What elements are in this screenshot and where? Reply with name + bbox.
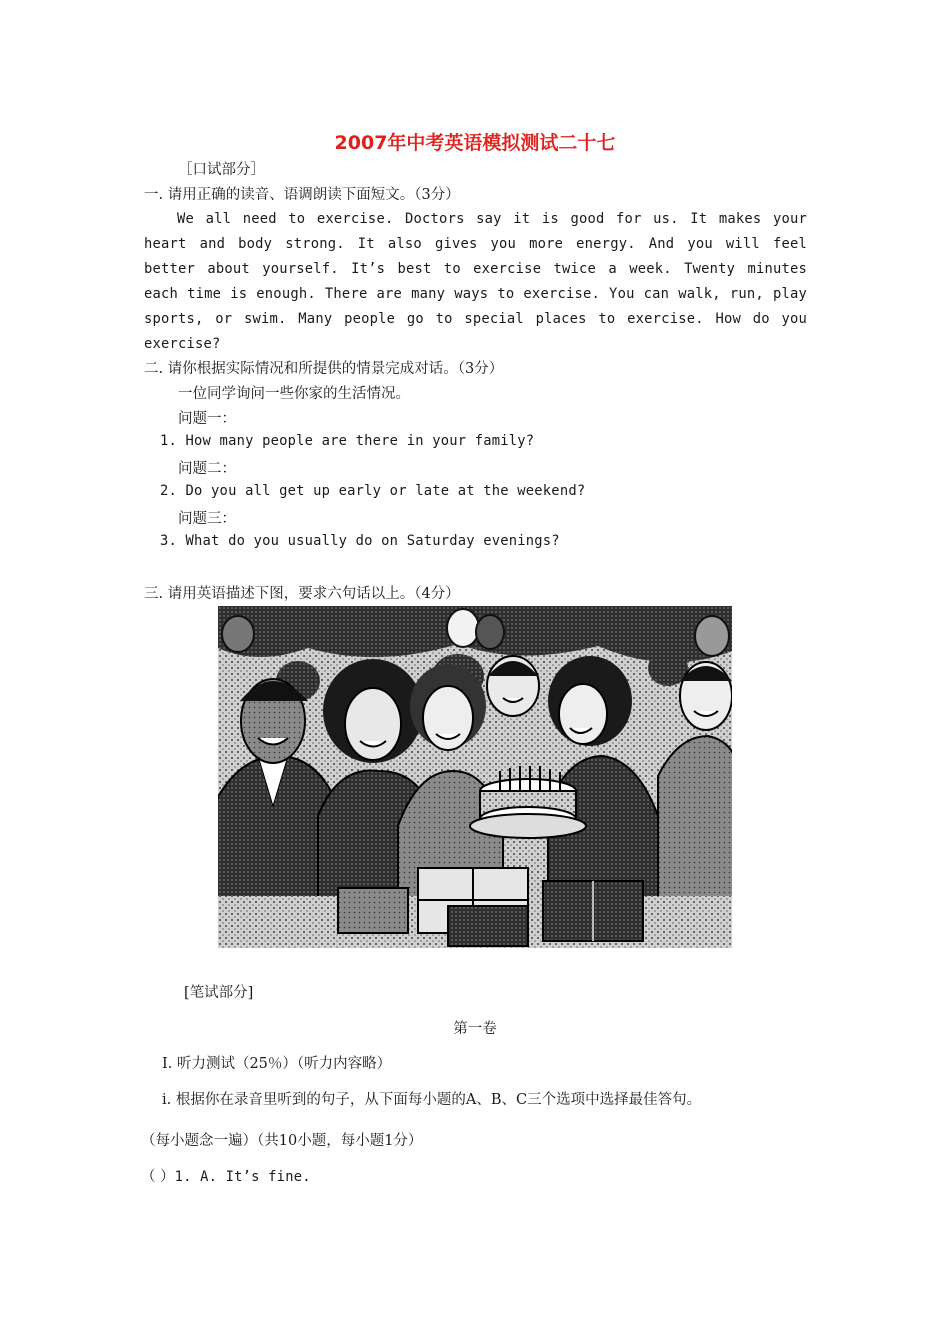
q1-heading: 一. 请用正确的读音、语调朗读下面短文。（3分） [144,187,460,203]
q2-question-number-3: 3. [160,533,178,549]
written-section-header: [笔试部分] [184,985,254,1001]
page-title: 2007年中考英语模拟测试二十七 [334,132,616,154]
q2-question-number-1: 1. [160,433,178,449]
q2-question-number-2: 2. [160,483,178,499]
q2-question-label-3: 问题三： [178,511,236,527]
q2-question-3 [160,533,560,549]
question-1-option-a: 1. A. It’s fine. [174,1169,311,1185]
q2-question-label-2: 问题二： [178,461,236,477]
birthday-party-illustration [218,606,732,948]
q2-question-1 [160,433,534,449]
q2-question-text-2: Do you all get up early or late at the weekend? [185,483,586,499]
listening-instruction: i. 根据你在录音里听到的句子，从下面每小题的A、B、C三个选项中选择最佳答句。 [162,1092,702,1108]
volume-heading: 第一卷 [453,1021,497,1037]
reading-passage-text: We all need to exercise. Doctors say it is good for us. It makes your heart and body strong. It also gives you more energy. And you will feel better about yourself. It’s best to exercise twice a week. Twenty minutes each time is enough. There are many ways to exercise. You can walk, run, play sports, or swim. Many people go to special places to exercise. How do you exercise? [144,211,807,352]
q2-scenario: 一位同学询问一些你家的生活情况。 [178,386,410,402]
answer-blank: （ ） [141,1169,175,1185]
reading-passage [144,207,807,357]
listening-heading: I. 听力测试（25％）（听力内容略） [162,1056,392,1072]
q2-question-text-3: What do you usually do on Saturday evenings? [185,533,560,549]
question-1 [141,1165,311,1186]
q2-question-2 [160,483,585,499]
q2-question-label-1: 问题一： [178,411,236,427]
q3-heading: 三. 请用英语描述下图，要求六句话以上。（4分） [144,586,460,602]
q2-heading: 二. 请你根据实际情况和所提供的情景完成对话。（3分） [144,361,504,377]
listening-note: （每小题念一遍）（共10小题，每小题1分） [141,1133,423,1149]
q2-question-text-1: How many people are there in your family? [185,433,535,449]
person-boy [487,656,539,716]
oral-section-header: ［口试部分］ [178,162,265,178]
